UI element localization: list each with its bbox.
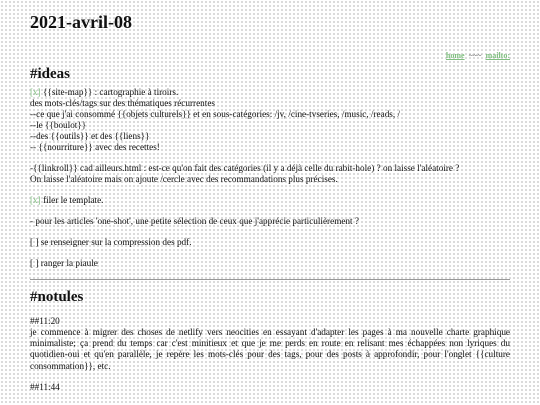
idea-line: --des {{outils}} et des {{liens}} [30, 131, 150, 142]
idea-sitemap [30, 87, 510, 98]
todo-pdf: [ ] se renseigner sur la compression des pdf. [30, 237, 192, 248]
checked-box-icon: [x] [30, 87, 41, 97]
idea-line: --le {{boulot}} [30, 120, 87, 131]
idea-sitemap-text: {{site-map}} : cartographie à tiroirs. [40, 87, 179, 97]
notules-heading: #notules [30, 289, 84, 306]
idea-oneshot: - pour les articles 'one-shot', une petite sélection de ceux que j'apprécie particulièrement ? [30, 216, 359, 227]
idea-line: -- {{nourriture}} avec des recettes! [30, 142, 160, 153]
idea-template [30, 195, 510, 206]
section-divider [30, 279, 510, 280]
idea-line: --ce que j'ai consommé {{objets culturels}} et en sous-catégories: /jv, /cine-tvseries, /music, /reads, / [30, 109, 401, 120]
nav-separator: ~~~ [468, 51, 482, 60]
mailto-link[interactable]: mailto: [485, 51, 510, 60]
notule-time: ##11:20 [30, 316, 60, 327]
home-link[interactable]: home [445, 51, 465, 60]
idea-template-text: filer le template. [40, 195, 104, 206]
notule-time: ##11:44 [30, 381, 60, 392]
todo-piaule: [ ] ranger la piaule [30, 258, 98, 269]
top-nav [30, 51, 510, 63]
notule-text: je commence à migrer des choses de netlify vers neocities en essayant d'adapter les pages à ma nouvelle charte graphique minimaliste; ça prend du temps car c'est minitieux et que je me perds en route en relisant mes échappées non lyriques du quotidien-oui et qu'en parallèle, je repère les mots-clés pour des tags, pour des posts à approfondir, pour l'onglet {{culture consommation}}, etc. [30, 327, 510, 371]
page-title: 2021-avril-08 [30, 12, 132, 32]
idea-linkroll-answer: On laisse l'aléatoire mais on ajoute /cercle avec des recommandations plus précises. [30, 174, 338, 185]
ideas-section [30, 87, 510, 269]
checked-box-icon: [x] [30, 195, 41, 206]
idea-linkroll: -{{linkroll}} cad ailleurs.html : est-ce qu'on fait des catégories (il y a déjà celle du rabit-hole) ? on laisse l'aléatoire ? [30, 163, 460, 174]
idea-line: des mots-clés/tags sur des thématiques récurrentes [30, 98, 215, 109]
notules-section [30, 310, 510, 392]
ideas-heading: #ideas [30, 66, 71, 82]
